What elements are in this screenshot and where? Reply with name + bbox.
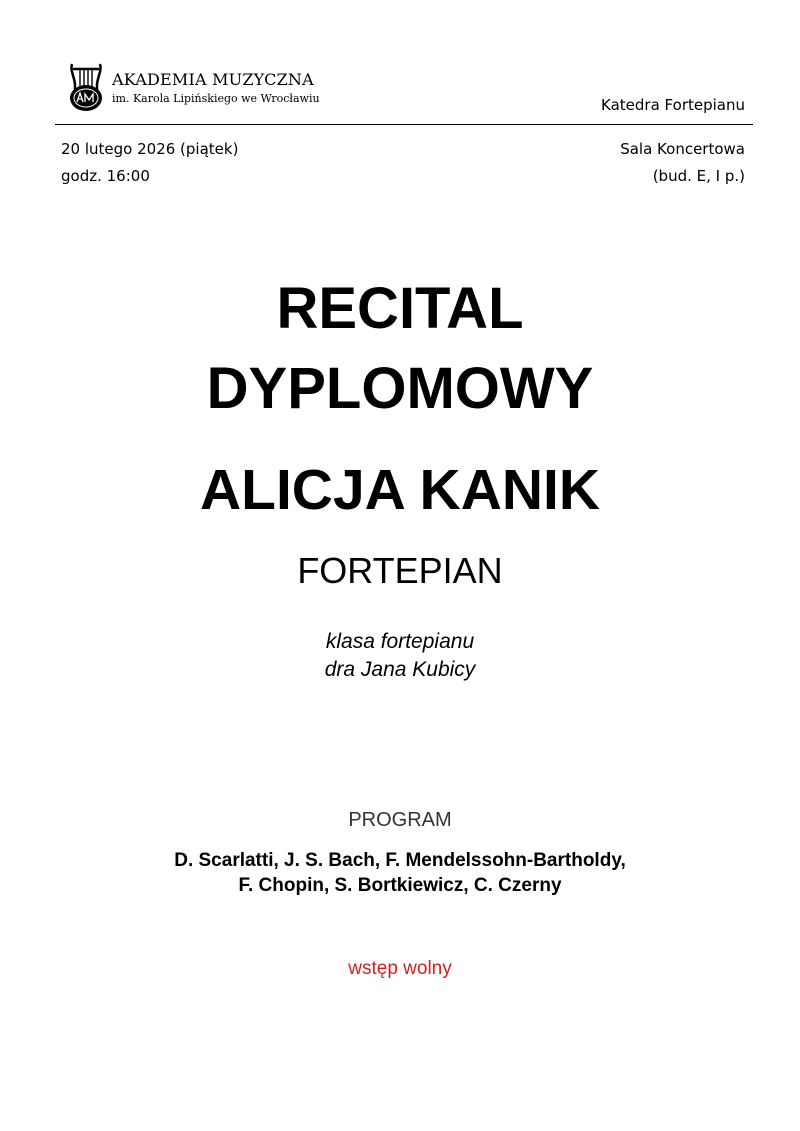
admission-note: wstęp wolny [348, 958, 452, 979]
institution-name: AKADEMIA MUZYCZNA [112, 70, 314, 89]
lyre-logo-icon [66, 60, 106, 114]
program-label: PROGRAM [348, 809, 452, 831]
institution-subtitle: im. Karola Lipińskiego we Wrocławiu [112, 92, 320, 105]
event-time: godz. 16:00 [61, 167, 150, 185]
composers-line-1: D. Scarlatti, J. S. Bach, F. Mendelssohn-Bartholdy, [174, 850, 626, 871]
department-name: Katedra Fortepianu [601, 96, 745, 114]
event-datetime [61, 136, 238, 190]
title-line-2: DYPLOMOWY [206, 356, 594, 421]
teacher-class-line-1: klasa fortepianu [325, 630, 475, 653]
event-date: 20 lutego 2026 (piątek) [61, 140, 239, 158]
event-venue [620, 136, 745, 190]
header-divider [55, 124, 753, 125]
performer-instrument: FORTEPIAN [297, 550, 503, 591]
title-line-1: RECITAL [276, 276, 524, 341]
venue-detail: (bud. E, I p.) [652, 167, 745, 185]
composers-line-2: F. Chopin, S. Bortkiewicz, C. Czerny [238, 875, 562, 896]
teacher-class-line-2: dra Jana Kubicy [324, 658, 476, 681]
performer-name: ALICJA KANIK [199, 458, 601, 522]
venue-name: Sala Koncertowa [620, 140, 745, 158]
